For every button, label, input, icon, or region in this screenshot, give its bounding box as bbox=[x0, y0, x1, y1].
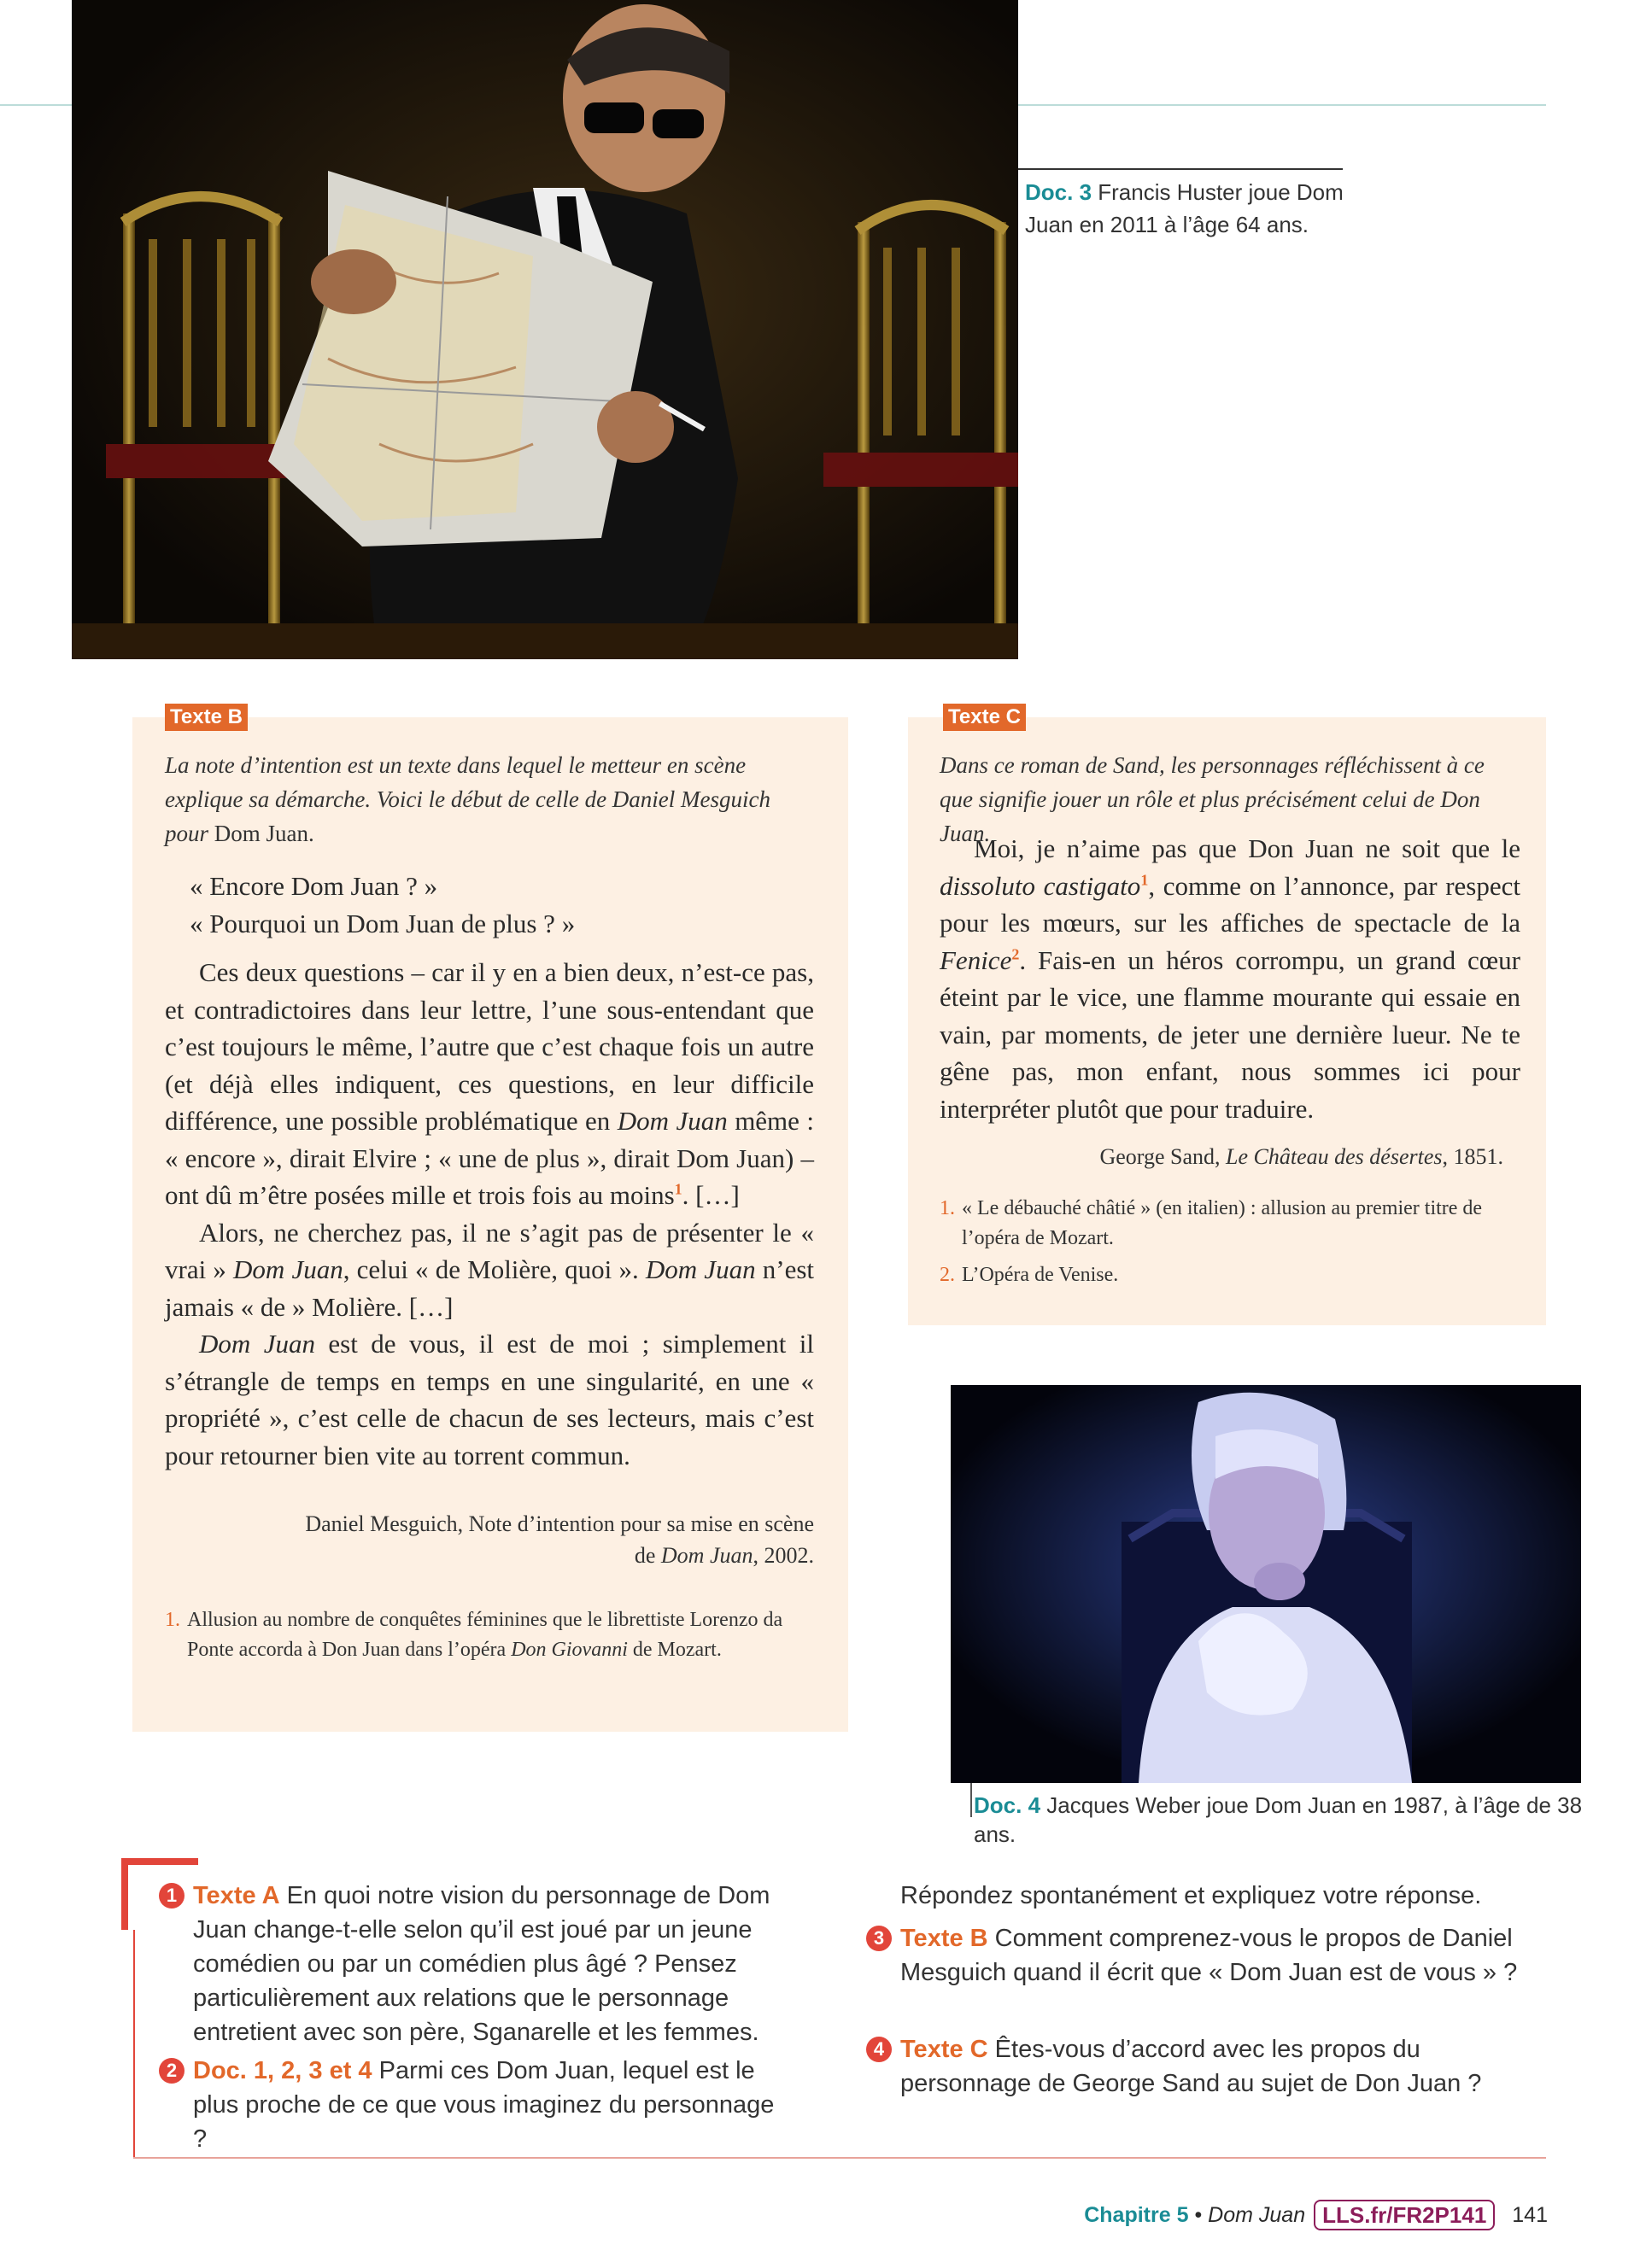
texte-b-citation-de: de bbox=[634, 1543, 656, 1568]
texte-b-paragraph-2 bbox=[165, 1214, 814, 1326]
texte-b-p1-text-b: même : « encore », dirait Elvire ; « une de plus », dirait Dom Juan) – ont dû m’être posées mille et trois fois au moins bbox=[165, 1106, 814, 1210]
texte-c-citation bbox=[940, 1141, 1503, 1172]
footer-title: Dom Juan bbox=[1208, 2203, 1306, 2227]
question-1 bbox=[166, 1879, 791, 2049]
texte-c-tag: Texte C bbox=[943, 704, 1026, 731]
texte-b-citation bbox=[165, 1508, 814, 1571]
texte-c-footnote-2-text: L’Opéra de Venise. bbox=[962, 1264, 1119, 1286]
doc4-photo-illustration bbox=[951, 1385, 1581, 1783]
texte-b-p2-text: Alors, ne cherchez pas, il ne s’agit pas de présenter le « vrai » bbox=[165, 1217, 814, 1284]
texte-b-paragraph-1 bbox=[165, 954, 814, 1214]
texte-b-footnote-text-a: Allusion au nombre de conquêtes féminines que le librettiste Lorenzo da Ponte accorda à Don Juan dans l’opéra bbox=[187, 1609, 783, 1661]
doc4-label: Doc. 4 bbox=[974, 1792, 1041, 1818]
question-2-number: 2 bbox=[159, 2058, 184, 2084]
texte-b-quotes bbox=[190, 868, 805, 942]
doc4-photo bbox=[951, 1385, 1581, 1783]
doc3-label: Doc. 3 bbox=[1025, 179, 1092, 205]
texte-b-footnote-ref: 1 bbox=[674, 1180, 682, 1198]
texte-b-footnote-text-b: de Mozart. bbox=[632, 1639, 722, 1661]
texte-b-p1-title: Dom Juan bbox=[617, 1106, 728, 1136]
texte-b-p2-title-2: Dom Juan bbox=[645, 1254, 756, 1284]
texte-c-citation-title: Le Château des désertes bbox=[1226, 1144, 1443, 1169]
texte-b-p2-text-c: n’est jamais « de » Molière. […] bbox=[165, 1254, 815, 1322]
questions-corner-vertical bbox=[121, 1858, 128, 1930]
question-2 bbox=[166, 2054, 791, 2156]
question-1-head: Texte A bbox=[193, 1882, 280, 1909]
question-3-text: Comment comprenez-vous le propos de Daniel Mesguich quand il écrit que « Dom Juan est de vous » ? bbox=[900, 1925, 1518, 1986]
texte-b-citation-year: , 2002. bbox=[753, 1543, 814, 1568]
texte-b-intro bbox=[165, 748, 814, 850]
texte-b-footnote-title: Don Giovanni bbox=[511, 1639, 628, 1661]
questions-bottom-rule bbox=[133, 2157, 1546, 2159]
texte-b-p3-title: Dom Juan bbox=[199, 1329, 315, 1359]
texte-c-italic-1: dissoluto castigato bbox=[940, 870, 1141, 901]
texte-b-p1-text-c: . […] bbox=[682, 1180, 740, 1210]
texte-c-footnote-1-number: 1. bbox=[940, 1197, 955, 1219]
question-1-text: En quoi notre vision du personnage de Dom Juan change-t-elle selon qu’il est joué par un jeune comédien ou par un comédien plus âgé ? Pensez particulièrement aux relations que le personnage entretient avec son père, Sganarelle et les femmes. bbox=[193, 1882, 770, 2046]
questions-left-line bbox=[133, 1930, 135, 2159]
doc3-caption-text: Francis Huster joue Dom Juan en 2011 à l’âge 64 ans. bbox=[1025, 179, 1344, 237]
question-3-head: Texte B bbox=[900, 1925, 988, 1952]
page-number: 141 bbox=[1512, 2202, 1548, 2227]
question-1-number: 1 bbox=[159, 1883, 184, 1909]
doc3-caption bbox=[1025, 176, 1350, 241]
texte-c-footnote-ref-2: 2 bbox=[1011, 945, 1020, 963]
question-4 bbox=[873, 2032, 1532, 2101]
question-4-head: Texte C bbox=[900, 2036, 988, 2063]
doc3-caption-rule bbox=[1018, 168, 1343, 170]
texte-b-footnote-text bbox=[187, 1605, 814, 1665]
texte-c-citation-year: , 1851. bbox=[1442, 1144, 1503, 1169]
texte-b-tag: Texte B bbox=[165, 704, 248, 731]
texte-b-quote-1: « Encore Dom Juan ? » bbox=[190, 871, 438, 901]
doc4-caption-text: Jacques Weber joue Dom Juan en 1987, à l’âge de 38 ans. bbox=[974, 1792, 1583, 1847]
texte-b-footnote bbox=[165, 1605, 814, 1665]
question-3 bbox=[873, 1921, 1532, 1990]
doc4-caption bbox=[974, 1791, 1606, 1849]
texte-b-citation-line-1: Daniel Mesguich, Note d’intention pour sa mise en scène bbox=[305, 1511, 814, 1536]
texte-b-citation-line-2 bbox=[165, 1540, 814, 1571]
question-4-text: Êtes-vous d’accord avec les propos du personnage de George Sand au sujet de Don Juan ? bbox=[900, 2036, 1482, 2097]
texte-b-p2-text-b: , celui « de Molière, quoi ». bbox=[343, 1254, 639, 1284]
texte-c-citation-author: George Sand, bbox=[1099, 1144, 1221, 1169]
texte-c-footnote-1-text: « Le débauché châtié » (en italien) : allusion au premier titre de l’opéra de Mozart. bbox=[962, 1197, 1483, 1249]
texte-c-body bbox=[940, 830, 1520, 1127]
texte-b-intro-text: La note d’intention est un texte dans lequel le metteur en scène explique sa démarche. Voici le début de celle de Daniel Mesguich pour bbox=[165, 752, 771, 846]
texte-c-intro: Dans ce roman de Sand, les personnages réfléchissent à ce que signifie jouer un rôle et plus précisément celui de Don Juan. bbox=[940, 752, 1485, 846]
doc3-photo-illustration bbox=[72, 0, 1018, 659]
texte-b-footnote-number: 1. bbox=[165, 1609, 180, 1631]
texte-b-paragraph-3 bbox=[165, 1325, 814, 1474]
texte-c-text-a: Moi, je n’aime pas que Don Juan ne soit que le bbox=[974, 833, 1520, 863]
footer-chapter-label: Chapitre 5 bbox=[1084, 2203, 1189, 2227]
texte-b-p3-text: est de vous, il est de moi ; simplement il s’étrangle de temps en temps en une singularité, en une « propriété », c’est celle de chacun de ses lecteurs, mais c’est pour retourner bien vite au torrent commun. bbox=[165, 1329, 814, 1470]
texte-b-citation-title: Dom Juan bbox=[660, 1543, 753, 1568]
footer-link[interactable]: LLS.fr/FR2P141 bbox=[1314, 2200, 1495, 2230]
texte-c-text-c: . Fais-en un héros corrompu, un grand cœur éteint par le vice, une flamme mourante qui essaie en vain, par moments, de jeter une dernière lueur. Ne te gêne pas, mon enfant, nous sommes ici pour interpréter plutôt que pour traduire. bbox=[940, 944, 1520, 1124]
texte-c-italic-2: Fenice bbox=[940, 944, 1012, 975]
texte-c-footnote-ref-1: 1 bbox=[1140, 871, 1149, 889]
texte-c-footnote-2-number: 2. bbox=[940, 1264, 955, 1286]
texte-b-quote-2: « Pourquoi un Dom Juan de plus ? » bbox=[190, 908, 576, 938]
question-2-text: Parmi ces Dom Juan, lequel est le plus proche de ce que vous imaginez du personnage ? bbox=[193, 2057, 775, 2153]
texte-b-body bbox=[165, 954, 814, 1474]
doc3-photo bbox=[72, 0, 1018, 659]
doc4-caption-rule bbox=[970, 1783, 972, 1817]
questions-corner-horizontal bbox=[121, 1858, 198, 1865]
page-footer bbox=[1069, 2198, 1548, 2232]
texte-b-p2-title-1: Dom Juan bbox=[233, 1254, 343, 1284]
question-2-continued: Répondez spontanément et expliquez votre réponse. bbox=[900, 1882, 1482, 1909]
texte-c-paragraph bbox=[940, 830, 1520, 1127]
question-2-head: Doc. 1, 2, 3 et 4 bbox=[193, 2057, 372, 2084]
texte-b-p1-text: Ces deux questions – car il y en a bien deux, n’est-ce pas, et contradictoires dans leur lettre, l’une sous-entendant que c’est toujours le même, l’autre que c’est chaque fois un autre (et déjà elles indiquent, ces questions, en leur difficile différence, une possible problématique en bbox=[165, 957, 814, 1136]
footer-chapter bbox=[1084, 2198, 1305, 2232]
texte-c-text-b: , comme on l’annonce, par respect pour les mœurs, sur les affiches de spectacle de la bbox=[940, 870, 1520, 938]
texte-b-intro-title: Dom Juan. bbox=[214, 821, 314, 846]
footer-separator: • bbox=[1194, 2203, 1203, 2227]
question-4-number: 4 bbox=[866, 2037, 892, 2062]
texte-c-footnotes bbox=[940, 1194, 1503, 1290]
question-3-number: 3 bbox=[866, 1926, 892, 1951]
